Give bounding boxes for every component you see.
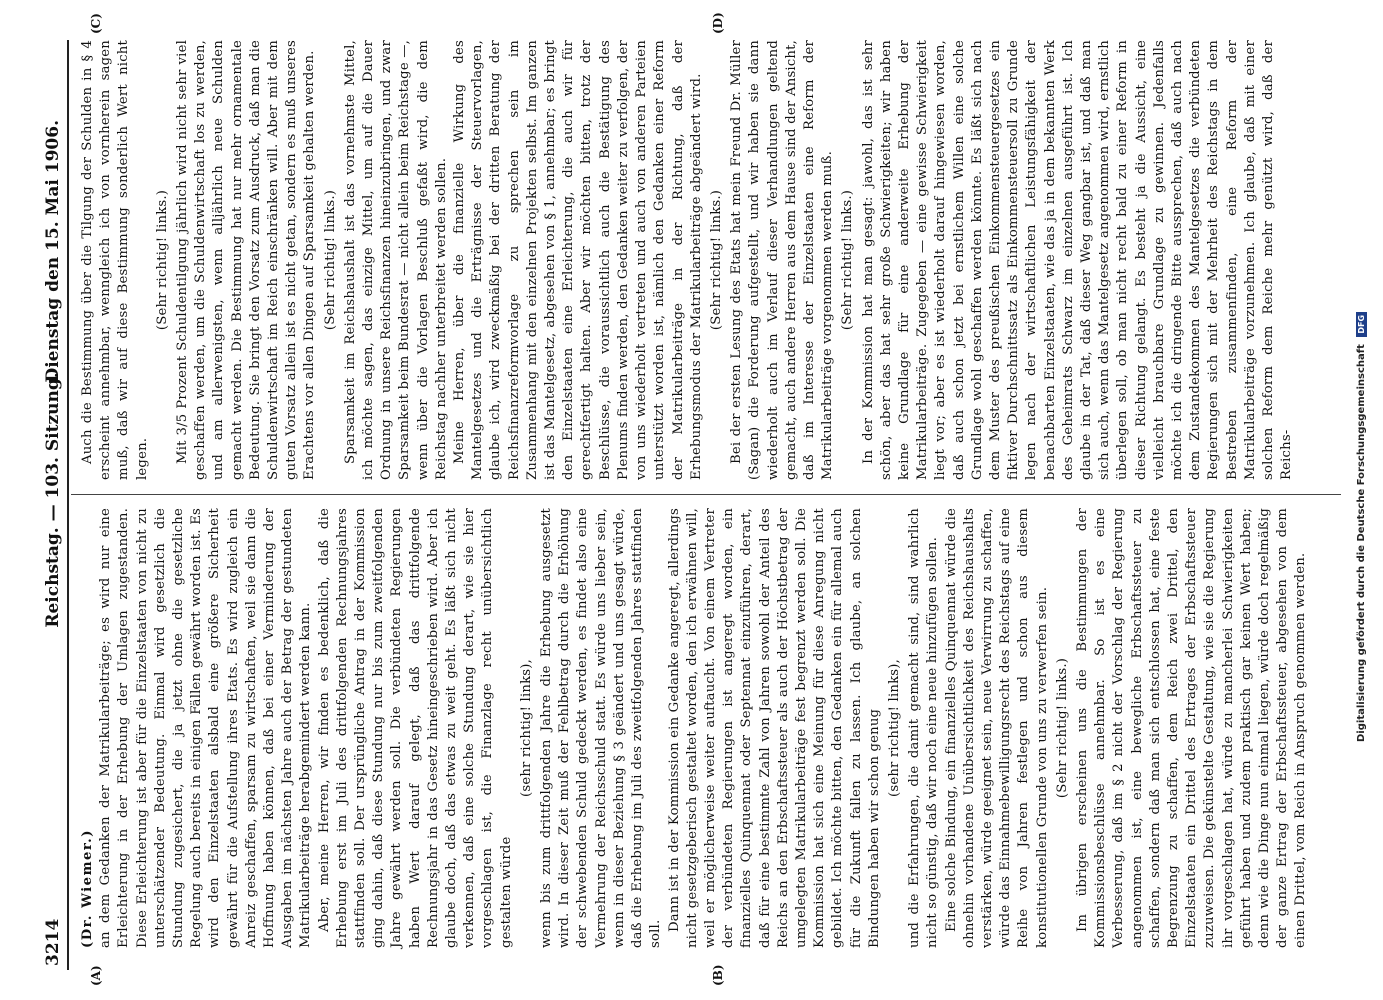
- interjection: (Sehr richtig! links.): [322, 189, 338, 331]
- margin-mark-d: (D): [711, 12, 725, 34]
- right-column: [79, 40, 1296, 480]
- left-column: [79, 508, 1311, 948]
- paragraph: Meine Herren, über die finanzielle Wirkung des Mantelgesetzes und die Erträgnisse der Steuervorlagen, glaube ich, wird zweckmäßig bei der dritten Beratung der Reichsfinanzreformvorlage zu sprechen sein im Zusammenhang mit den einzelnen Projekten selbst. Im ganzen ist das Mantelgesetz, abgesehen von § 1, annehmbar; es bringt den Einzelstaaten eine Erleichterung, die auch wir für gerechtfertigt halten. Aber wir möchten bitten, trotz der Beschlüsse, die voraussichtlich auch die Bestätigung des Plenums finden werden, den Gedanken weiter zu verfolgen, der von uns wiederholt vertreten und auch von anderen Parteien unterstützt worden ist, nämlich den Gedanken einer Reform der Matrikularbeiträge in der Richtung, daß der Erhebungsmodus der Matrikularbeiträge abgeändert wird.: [452, 40, 704, 480]
- page-header: [35, 0, 75, 1000]
- paragraph: In der Kommission hat man gesagt: jawohl, das ist sehr schön, aber das hat sehr große Schwierigkeiten; wir haben keine Grundlage für eine anderweite Erhebung der Matrikularbeiträge. Zugegeben — eine gewisse Schwierigkeit liegt vor; aber es ist wiederholt darauf hingewiesen worden, daß auch schon jetzt bei ernstlichem Willen eine solche Grundlage wohl geschaffen werden könnte. Es läßt sich nach dem Muster des preußischen Einkommensteuergesetzes ein fiktiver Durchschnittssatz als Einkommensteuersoll zu Grunde legen nach der wirtschaftlichen Leistungsfähigkeit der benachbarten Einzelstaaten, wie das ja in dem bekannten Werk des Geheimrats Schwarz im einzelnen ausgeführt ist. Ich glaube in der Tat, daß dieser Weg gangbar ist, und daß man sich auch, wenn das Mantelgesetz angenommen wird, ernstlich überlegen soll, ob man nicht recht bald zu einer Reform in dieser Richtung gelangt. Es besteht ja die Aussicht, eine vielleicht brauchbare Grundlage zu gewinnen. Jedenfalls möchte ich die dringende Bitte aussprechen, daß auch nach dem Zustandekommen des Mantelgesetzes die verbündeten Regierungen sich mit der Mehrheit des Reichstags in dem Bestreben zusammenfinden, eine Reform der Matrikularbeiträge vorzunehmen. Ich glaube, daß mit einer solchen Reform dem Reiche mehr genützt wird, daß der Reichs-: [860, 40, 1295, 480]
- header-rule: [67, 40, 69, 970]
- session-date: Dienstag den 15. Mai 1906.: [43, 120, 63, 383]
- paragraph: Aber, meine Herren, wir finden es bedenklich, daß die Erhebung erst im Juli des drittfolgenden Rechnungsjahres stattfinden soll. Der ursprüngliche Antrag in der Kommission ging dahin, daß diese Stundung nur bis zum zweitfolgenden Jahre gewährt werden soll. Die verbündeten Regierungen haben Wert darauf gelegt, daß das drittfolgende Rechnungsjahr in das Gesetz hineingeschrieben wird. Aber ich glaube doch, daß das etwas zu weit geht. Es läßt sich nicht verkennen, daß eine solche Stundung derart, wie sie hier vorgeschlagen ist, die Finanzlage recht unübersichtlich gestalten würde: [316, 508, 514, 948]
- session-title: Reichstag. — 103. Sitzung.: [43, 372, 63, 628]
- interjection: (sehr richtig! links),: [518, 659, 534, 797]
- column-divider: [71, 494, 1341, 495]
- interjection: (sehr richtig! links),: [886, 659, 902, 797]
- margin-mark-c: (C): [89, 13, 103, 34]
- digitization-credit: [1352, 12, 1382, 992]
- margin-mark-a: (A): [89, 965, 103, 986]
- paragraph: Sparsamkeit im Reichshaushalt ist das vornehmste Mittel, ich möchte sagen, das einzige Mittel, um auf die Dauer Ordnung in unsere Reichsfinanzen hineinzubringen, und zwar Sparsamkeit beim Bundesrat — nicht allein beim Reichstage —, wenn über die Vorlagen Beschluß gefaßt wird, die dem Reichstag nachher unterbreitet werden sollen.: [342, 40, 449, 480]
- margin-mark-b: (B): [711, 964, 725, 986]
- paragraph: Mit 3/5 Prozent Schuldentilgung jährlich wird nicht sehr viel geschaffen werden, um die Schuldenwirtschaft los zu werden, und am allerwenigsten, wenn alljährlich neue Schulden gemacht werden. Die Bestimmung hat nur mehr ornamentale Bedeutung. Sie bringt den Vorsatz zum Ausdruck, daß man die Schuldenwirtschaft im Reich einschränken will. Aber mit dem guten Vorsatz allein ist es nicht getan, sondern es muß unseres Erachtens vor allen Dingen auf Sparsamkeit gehalten werden.: [175, 40, 318, 480]
- paragraph: Eine solche Bindung, ein finanzielles Quinquennat würde die ohnehin vorhandene Unübersichtlichkeit des Reichshaushalts verstärken, würde geeignet sein, neue Verwirrung zu schaffen, würde das Einnahmebewilligungsrecht des Reichstags auf eine Reihe von Jahren festlegen und schon aus diesem konstitutionellen Grunde von uns zu verwerfen sein.: [943, 508, 1050, 948]
- paragraph: an dem Gedanken der Matrikularbeiträge; es wird nur eine Erleichterung in der Erhebung der Umlagen zugestanden. Diese Erleichterung ist aber für die Einzelstaaten von nicht zu unterschätzender Bedeutung. Einmal wird gesetzlich die Stundung zugesichert, die ja jetzt ohne die gesetzliche Regelung auch bereits in einigen Fällen gewährt worden ist. Es wird den Einzelstaaten alsbald eine größere Sicherheit gewährt für die Aufstellung ihres Etats. Es wird zugleich ein Anreiz geschaffen, sparsam zu wirtschaften, weil sie dann die Hoffnung haben können, daß bei einer Verminderung der Ausgaben im nächsten Jahre auch der Betrag der gestundeten Matrikularbeiträge herabgemindert werden kann.: [98, 508, 314, 948]
- paragraph: Bei der ersten Lesung des Etats hat mein Freund Dr. Müller (Sagan) die Forderung aufgestellt, und wir haben sie dann wiederholt auch im Verlauf dieser Verhandlungen geltend gemacht, auch andere Herren aus dem Hause sind der Ansicht, daß im Interesse der Einzelstaaten eine Reform der Matrikularbeiträge vorgenommen werden muß.: [729, 40, 836, 480]
- page-number: 3214: [43, 918, 63, 966]
- interjection: (Sehr richtig! links.): [1054, 657, 1070, 799]
- paragraph: und die Erfahrungen, die damit gemacht sind, sind wahrlich nicht so günstig, daß wir noch eine neue hinzufügen sollen.: [907, 508, 941, 948]
- paragraph: Im übrigen erscheinen uns die Bestimmungen der Kommissionsbeschlüsse annehmbar. So ist es eine Verbesserung, daß im § 2 nicht der Vorschlag der Regierung angenommen ist, eine bewegliche Erbschaftssteuer zu schaffen, sondern daß man sich entschlossen hat, eine feste Begrenzung zu schaffen, dem Reich zwei Drittel, den Einzelstaaten ein Drittel des Ertrages der Erbschaftssteuer zuzuweisen. Die gekünstelte Gestaltung, wie sie die Regierung ihr vorgeschlagen hat, würde zu mancherlei Schwierigkeiten geführt haben und zudem praktisch gar keinen Wert haben; denn wie die Dinge nun einmal liegen, würde doch regelmäßig der ganze Ertrag der Erbschaftssteuer, abgesehen von dem einen Drittel, vom Reich in Anspruch genommen werden.: [1074, 508, 1309, 948]
- interjection: (Sehr richtig! links.): [154, 189, 170, 331]
- rotated-sheet: [21, 0, 1361, 1000]
- credit-text: Digitalisierung gefördert durch die Deutsche Forschungsgemeinschaft: [1356, 344, 1367, 742]
- interjection: (Sehr richtig! links.): [840, 189, 856, 331]
- paragraph: Dann ist in der Kommission ein Gedanke angeregt, allerdings nicht gesetzgeberisch gestaltet worden, den ich erwähnen will, weil er möglicherweise weiter auftaucht. Von einem Vertreter der verbündeten Regierungen ist angeregt worden, ein finanzielles Quinquennat oder Septennat einzuführen, derart, daß für eine bestimmte Zahl von Jahren sowohl der Anteil des Reichs an den Erbschaftssteuer als auch der Höchstbetrag der umgelegten Matrikularbeiträge fest begrenzt werden soll. Die Kommission hat sich eine Meinung für diese Anregung nicht gebildet. Ich möchte bitten, den Gedanken ein für allemal auch für die Zukunft fallen zu lassen. Ich glaube, an solchen Bindungen haben wir schon genug: [666, 507, 882, 948]
- speaker-label: (Dr. Wiemer.): [80, 829, 95, 948]
- dfg-badge: DFG: [1356, 312, 1367, 337]
- paragraph: wenn bis zum drittfolgenden Jahre die Erhebung ausgesetzt wird. In dieser Zeit muß der Fehlbetrag durch die Erhöhung der schwebenden Schuld gedeckt werden, es findet also eine Vermehrung der Reichsschuld statt. Es würde uns lieber sein, wenn in dieser Beziehung § 3 geändert und uns gesagt würde, daß die Erhebung im Juli des zweitfolgenden Jahres stattfinden soll.: [539, 508, 664, 948]
- paragraph: Auch die Bestimmung über die Tilgung der Schulden in § 4 erscheint annehmbar, wenngleich ich von vornherein sagen muß, daß wir auf diese Bestimmung sonderlich Wert nicht legen.: [80, 40, 150, 480]
- interjection: (Sehr richtig! links.): [708, 189, 724, 331]
